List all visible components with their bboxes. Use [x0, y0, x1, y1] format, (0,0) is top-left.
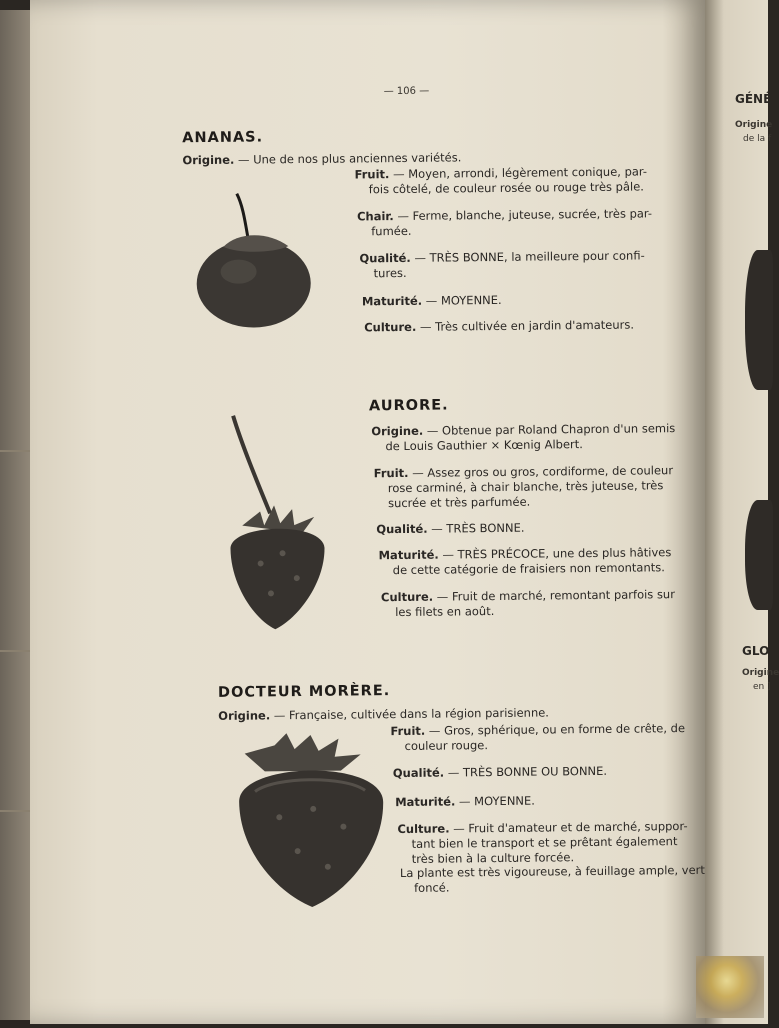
field-text: — MOYENNE. — [425, 292, 502, 308]
field-text: les filets en août. — [395, 604, 495, 620]
field-label: Qualité. — [359, 250, 411, 266]
field-label: Culture. — [397, 821, 450, 837]
field-label: Culture. — [380, 589, 434, 605]
strawberry-illustration-aurore — [221, 413, 333, 636]
strawberry-illustration-docteur-morere — [234, 730, 388, 912]
field-text: fois côtelé, de couleur rosée ou rouge très pâle. — [368, 179, 644, 197]
field-text: — MOYENNE. — [458, 793, 535, 809]
right-page-heading: GÉNÉ — [735, 92, 772, 106]
page-number: — 106 — — [383, 85, 430, 98]
field-label: Maturité. — [395, 794, 456, 810]
ananas-origin — [182, 150, 461, 167]
field-text: couleur rouge. — [404, 738, 489, 753]
field-text: fumée. — [371, 223, 412, 239]
docteur-morere-culture — [397, 819, 688, 867]
docteur-morere-qualite — [393, 764, 607, 781]
field-text: — Assez gros ou gros, cordiforme, de couleur — [412, 463, 674, 480]
aurore-maturite — [379, 545, 672, 578]
field-text: tant bien le transport et se prêtant également — [411, 834, 678, 851]
field-text: tures. — [373, 265, 407, 281]
note-text: foncé. — [413, 880, 450, 895]
right-page-line-2: en ] — [753, 682, 771, 692]
field-text: — Fruit d'amateur et de marché, suppor- — [453, 819, 688, 836]
field-text: de Louis Gauthier × Kœnig Albert. — [385, 437, 583, 454]
field-label: Origine. — [371, 423, 424, 439]
field-label: Fruit. — [390, 723, 426, 739]
ananas-culture — [364, 318, 634, 336]
right-page-origin: Origine — [735, 120, 773, 130]
note-text: La plante est très vigoureuse, à feuillage ample, vert — [399, 862, 705, 881]
field-label: Maturité. — [378, 547, 439, 563]
docteur-morere-note — [400, 863, 705, 896]
origin-label: Origine. — [182, 152, 235, 168]
field-text: sucrée et très parfumée. — [387, 494, 531, 511]
field-text: — TRÈS BONNE OU BONNE. — [447, 763, 608, 780]
aurore-origine — [371, 421, 675, 454]
ananas-maturite — [362, 293, 502, 309]
field-text: de cette catégorie de fraisiers non remontants. — [392, 560, 665, 578]
right-page-origin-2: Origine — [742, 668, 779, 678]
ananas-qualite — [359, 248, 645, 281]
right-page-heading-2: GLO — [742, 644, 770, 658]
field-label: Maturité. — [361, 293, 423, 309]
field-label: Fruit. — [354, 167, 390, 182]
docteur-morere-origin — [218, 705, 549, 722]
variety-title-docteur-morere: DOCTEUR MORÈRE. — [217, 683, 391, 701]
field-label: Fruit. — [373, 465, 409, 481]
field-label: Qualité. — [376, 521, 428, 537]
strawberry-illustration-ananas — [193, 191, 316, 332]
corner-thumbnail-photo — [696, 956, 764, 1018]
field-text: — TRÈS PRÉCOCE, une des plus hâtives — [442, 545, 672, 562]
origin-label: Origine. — [218, 708, 271, 723]
field-text: — Ferme, blanche, juteuse, sucrée, très par- — [397, 206, 653, 224]
field-text: — Très cultivée en jardin d'amateurs. — [419, 317, 635, 334]
ananas-fruit — [355, 164, 648, 197]
aurore-culture — [381, 587, 675, 620]
field-text: — Fruit de marché, remontant parfois sur — [436, 587, 675, 604]
right-page-line: de la f — [743, 134, 772, 144]
origin-text: — Une de nos plus anciennes variétés. — [237, 150, 462, 167]
docteur-morere-fruit — [390, 721, 685, 754]
field-label: Culture. — [364, 319, 417, 335]
field-text: — TRÈS BONNE. — [431, 520, 525, 536]
aurore-fruit — [374, 463, 674, 511]
field-text: — Obtenue par Roland Chapron d'un semis — [426, 421, 676, 438]
field-text: — TRÈS BONNE, la meilleure pour confi- — [414, 248, 645, 265]
field-text: rose carminé, à chair blanche, très juteuse, très — [387, 478, 664, 496]
ananas-chair — [357, 206, 652, 239]
variety-title-aurore: AURORE. — [368, 397, 449, 415]
aurore-qualite — [376, 521, 524, 538]
field-label: Chair. — [356, 209, 394, 224]
docteur-morere-maturite — [395, 794, 535, 810]
origin-text: — Française, cultivée dans la région parisienne. — [273, 705, 549, 723]
field-label: Qualité. — [392, 765, 445, 781]
field-text: — Gros, sphérique, ou en forme de crête, de — [428, 721, 686, 738]
variety-title-ananas: ANANAS. — [182, 129, 264, 147]
field-text: — Moyen, arrondi, légèrement conique, par- — [392, 164, 648, 182]
field-text: très bien à la culture forcée. — [411, 850, 575, 866]
